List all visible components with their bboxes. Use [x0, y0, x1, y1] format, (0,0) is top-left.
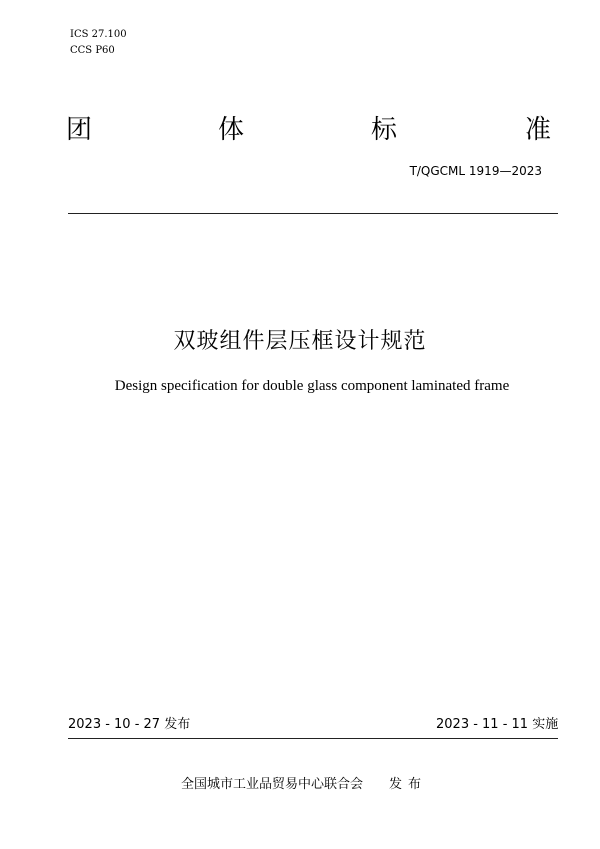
publisher-name: 全国城市工业品贸易中心联合会	[180, 777, 363, 792]
document-title-en: Design specification for double glass component laminated frame	[114, 378, 510, 394]
doc-type-char-1: 团	[66, 115, 93, 145]
doc-type-char-4: 准	[525, 115, 552, 145]
issue-date: 2023 - 10 - 27 发布	[68, 717, 191, 732]
document-title-zh: 双玻组件层压框设计规范	[173, 329, 427, 354]
top-divider	[68, 213, 558, 214]
doc-type-char-3: 标	[371, 115, 398, 145]
ccs-code: CCS P60	[70, 45, 115, 56]
doc-type-char-2: 体	[218, 115, 245, 145]
ics-code: ICS 27.100	[70, 29, 127, 40]
standard-number: T/QGCML 1919—2023	[409, 164, 542, 178]
publisher-line	[0, 776, 600, 794]
implementation-date: 2023 - 11 - 11 实施	[436, 717, 559, 732]
publish-action: 发布	[389, 777, 428, 792]
bottom-divider	[68, 738, 558, 739]
